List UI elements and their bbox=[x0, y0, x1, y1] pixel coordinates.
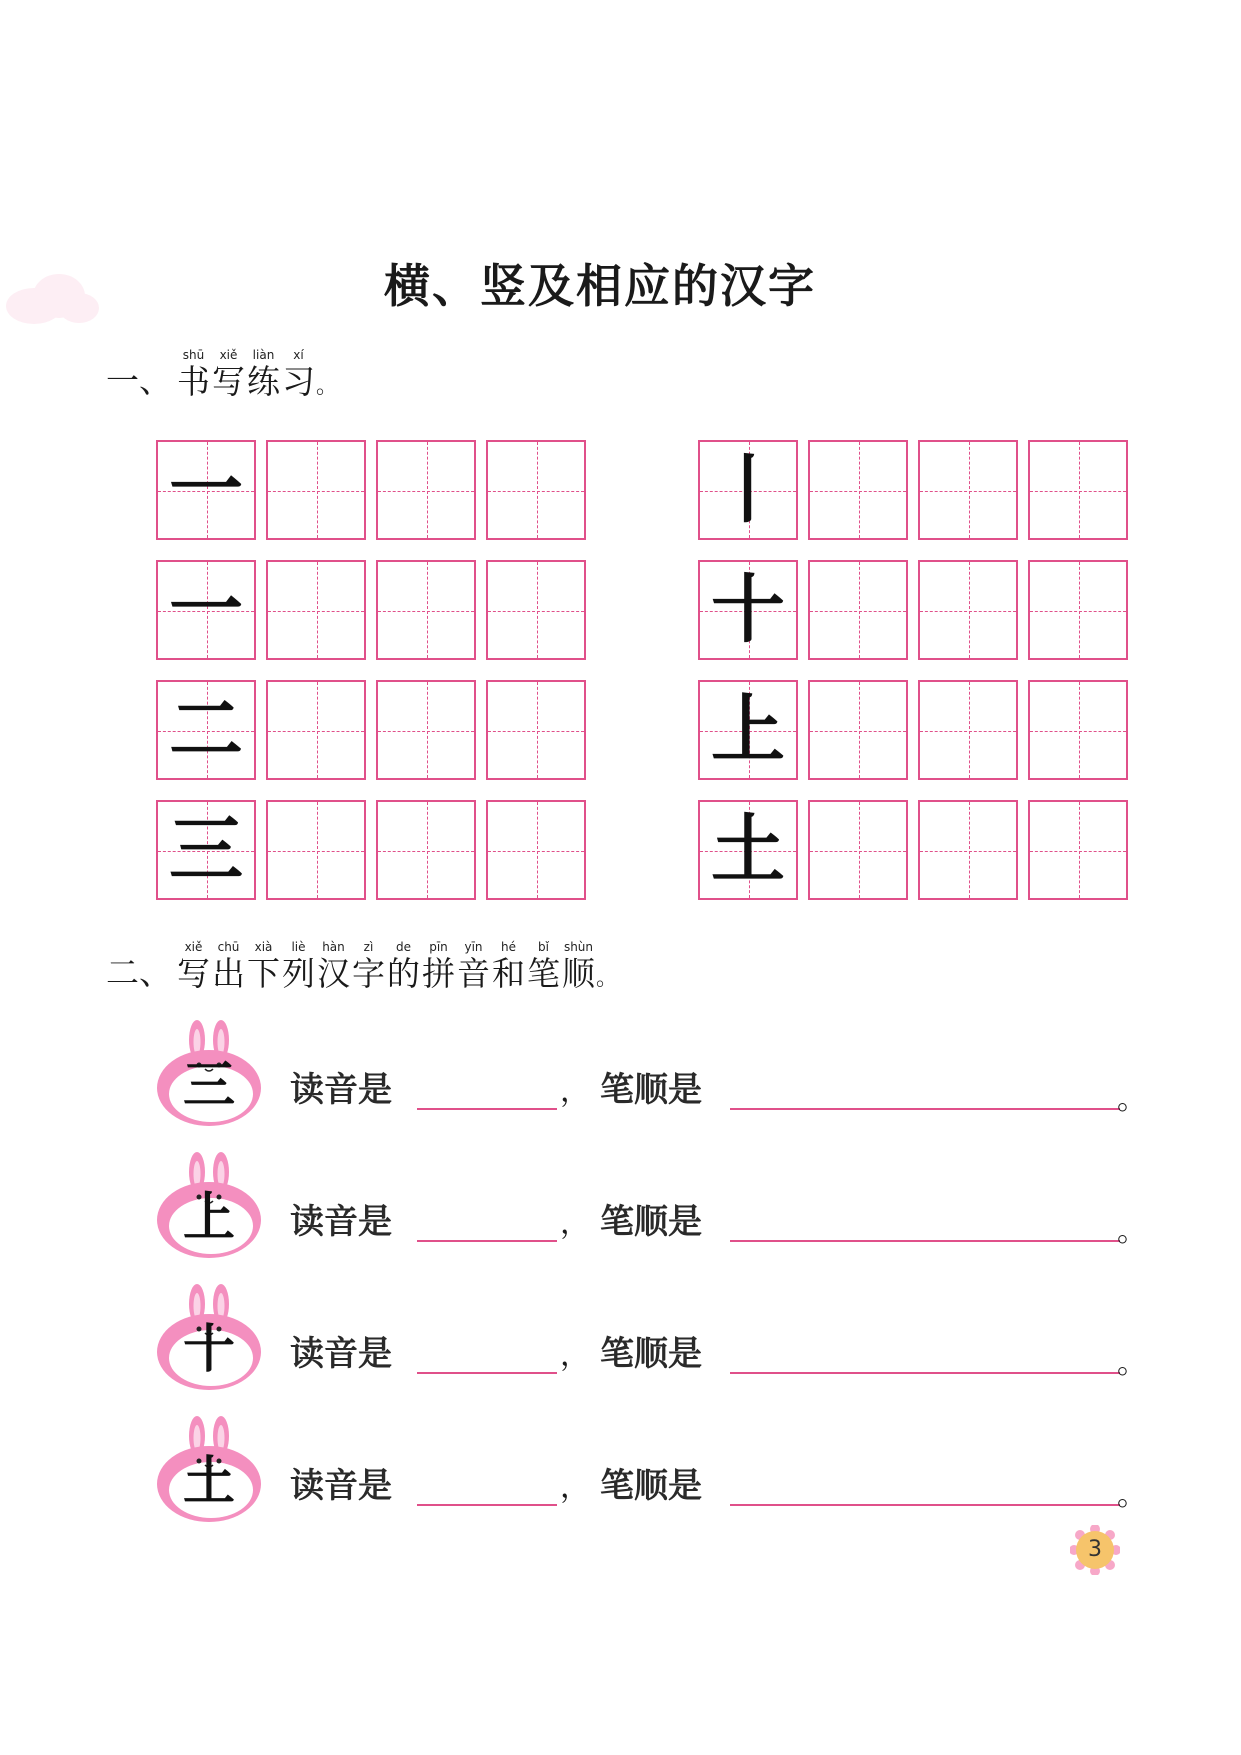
pinyin-answer-blank[interactable] bbox=[417, 1372, 557, 1374]
section-2-heading: 二、 xiě 写 chū 出 xià 下 liè 列 hàn 汉 zì 字 de 的 pīn 拼 yīn 音 hé 和 bǐ 笔 shùn 顺 。 bbox=[106, 940, 619, 993]
writing-cell[interactable] bbox=[808, 680, 908, 780]
exercise-row: 三 读音是 ， 笔顺是 。 bbox=[155, 1018, 1145, 1118]
grid-row bbox=[156, 440, 596, 540]
stroke-order-answer-blank[interactable] bbox=[730, 1240, 1120, 1242]
grid-row bbox=[156, 560, 596, 660]
writing-cell[interactable] bbox=[808, 560, 908, 660]
exercise-character: 土 bbox=[182, 1451, 235, 1512]
stroke-order-answer-blank[interactable] bbox=[730, 1108, 1120, 1110]
ruby-word: hàn 汉 bbox=[317, 940, 350, 993]
ruby-word: pīn 拼 bbox=[422, 940, 455, 993]
writing-grid-right bbox=[698, 440, 1138, 920]
exercise-character: 三 bbox=[182, 1055, 235, 1116]
writing-cell[interactable] bbox=[266, 560, 366, 660]
pinyin-label: 读音是 bbox=[290, 1334, 392, 1374]
writing-cell[interactable] bbox=[376, 560, 476, 660]
exercise-character: 十 bbox=[182, 1319, 235, 1380]
stroke-order-label: 笔顺是 bbox=[600, 1202, 702, 1242]
writing-cell[interactable] bbox=[918, 680, 1018, 780]
ruby-word: liàn 练 bbox=[247, 348, 280, 401]
ruby-word: xiě 写 bbox=[212, 348, 245, 401]
exercise-row: 十 读音是 ， 笔顺是 。 bbox=[155, 1282, 1145, 1382]
section-number: 二、 bbox=[106, 953, 172, 992]
grid-row bbox=[156, 680, 596, 780]
writing-cell[interactable] bbox=[918, 560, 1018, 660]
pinyin-label: 读音是 bbox=[290, 1466, 392, 1506]
model-cell: 丨 bbox=[698, 440, 798, 540]
pinyin-answer-blank[interactable] bbox=[417, 1504, 557, 1506]
exercise-row: 土 读音是 ， 笔顺是 。 bbox=[155, 1414, 1145, 1514]
writing-cell[interactable] bbox=[486, 680, 586, 780]
writing-cell[interactable] bbox=[266, 440, 366, 540]
model-cell: 三 bbox=[156, 800, 256, 900]
writing-cell[interactable] bbox=[266, 680, 366, 780]
ruby-word: yīn 音 bbox=[457, 940, 490, 993]
writing-cell[interactable] bbox=[376, 680, 476, 780]
exercise-row: 上 读音是 ， 笔顺是 。 bbox=[155, 1150, 1145, 1250]
writing-cell[interactable] bbox=[376, 800, 476, 900]
writing-cell[interactable] bbox=[266, 800, 366, 900]
model-cell: 一 bbox=[156, 440, 256, 540]
writing-cell[interactable] bbox=[1028, 680, 1128, 780]
stroke-order-answer-blank[interactable] bbox=[730, 1372, 1120, 1374]
page-number: 3 bbox=[1088, 1537, 1102, 1562]
ruby-word: bǐ 笔 bbox=[527, 940, 560, 993]
exercise-character: 上 bbox=[182, 1187, 235, 1248]
stroke-order-label: 笔顺是 bbox=[600, 1334, 702, 1374]
grid-row bbox=[698, 800, 1138, 900]
ruby-word: shū 书 bbox=[177, 348, 210, 401]
stroke-order-answer-blank[interactable] bbox=[730, 1504, 1120, 1506]
ruby-word: de 的 bbox=[387, 940, 420, 993]
model-cell: 一 bbox=[156, 560, 256, 660]
model-cell: 二 bbox=[156, 680, 256, 780]
model-cell: 土 bbox=[698, 800, 798, 900]
pinyin-label: 读音是 bbox=[290, 1070, 392, 1110]
writing-cell[interactable] bbox=[486, 800, 586, 900]
writing-grid-left bbox=[156, 440, 596, 920]
writing-cell[interactable] bbox=[1028, 560, 1128, 660]
ruby-word: liè 列 bbox=[282, 940, 315, 993]
writing-cell[interactable] bbox=[918, 800, 1018, 900]
writing-cell[interactable] bbox=[918, 440, 1018, 540]
grid-row bbox=[698, 440, 1138, 540]
grid-row bbox=[698, 560, 1138, 660]
writing-cell[interactable] bbox=[486, 560, 586, 660]
pinyin-label: 读音是 bbox=[290, 1202, 392, 1242]
model-cell: 十 bbox=[698, 560, 798, 660]
writing-cell[interactable] bbox=[376, 440, 476, 540]
writing-cell[interactable] bbox=[486, 440, 586, 540]
ruby-word: shùn 顺 bbox=[562, 940, 595, 993]
ruby-word: hé 和 bbox=[492, 940, 525, 993]
model-cell: 上 bbox=[698, 680, 798, 780]
ruby-word: zì 字 bbox=[352, 940, 385, 993]
ruby-word: chū 出 bbox=[212, 940, 245, 993]
grid-row bbox=[698, 680, 1138, 780]
writing-cell[interactable] bbox=[1028, 800, 1128, 900]
writing-cell[interactable] bbox=[808, 800, 908, 900]
page-title: 横、竖及相应的汉字 bbox=[384, 259, 816, 313]
grid-row bbox=[156, 800, 596, 900]
pinyin-answer-blank[interactable] bbox=[417, 1108, 557, 1110]
stroke-order-label: 笔顺是 bbox=[600, 1466, 702, 1506]
ruby-word: xiě 写 bbox=[177, 940, 210, 993]
writing-cell[interactable] bbox=[808, 440, 908, 540]
stroke-order-label: 笔顺是 bbox=[600, 1070, 702, 1110]
ruby-word: xí 习 bbox=[282, 348, 315, 401]
ruby-word: xià 下 bbox=[247, 940, 280, 993]
section-number: 一、 bbox=[106, 361, 172, 400]
writing-cell[interactable] bbox=[1028, 440, 1128, 540]
section-1-heading: 一、 shū 书 xiě 写 liàn 练 xí 习 。 bbox=[106, 348, 339, 401]
pinyin-answer-blank[interactable] bbox=[417, 1240, 557, 1242]
